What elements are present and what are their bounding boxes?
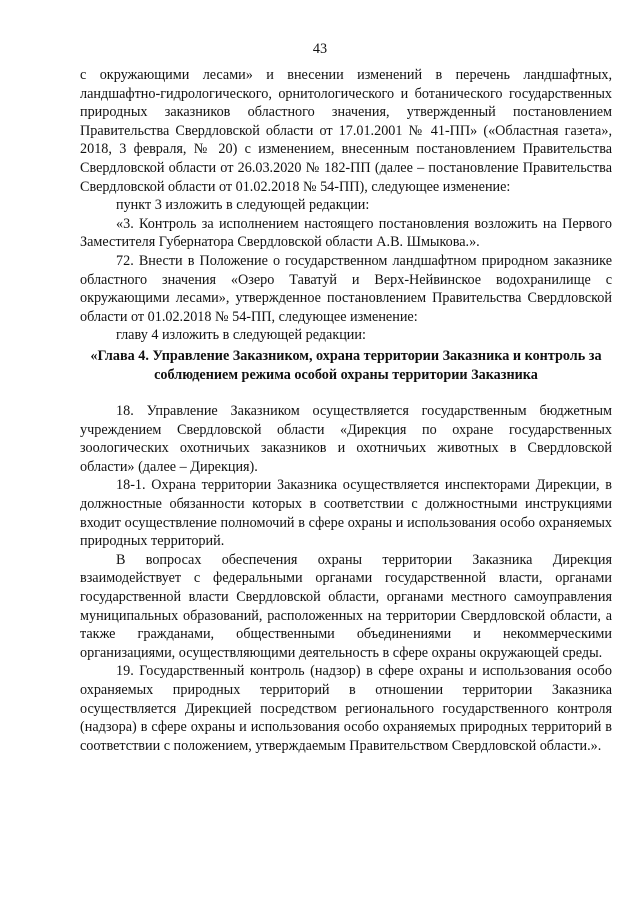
paragraph-instruction-chapter-4: главу 4 изложить в следующей редакции: xyxy=(116,327,366,344)
paragraph-quoted-point-3: «3. Контроль за исполнением настоящего постановления возложить на Первого Заместителя Губернатора Свердловской области А.В. Шмыкова.». xyxy=(80,215,612,251)
paragraph-cooperation: В вопросах обеспечения охраны территории Заказника Дирекция взаимодействует с федеральными органами государственной власти, органами государственной власти Свердловской области, органами местного самоуправления муниципальных образований, расположенных на территории Свердловской области, а также гражданами, общественными объединениями и некоммерческими организациями, осуществляющими деятельность в сфере охраны окружающей среды. xyxy=(80,551,612,661)
paragraph-item-18-1: 18-1. Охрана территории Заказника осуществляется инспекторами Дирекции, в должностные обязанности которых в соответствии с должностными инструкциями входит осуществление полномочий в сфере охраны и использования особо охраняемых природных территорий. xyxy=(80,477,612,550)
paragraph-item-19: 19. Государственный контроль (надзор) в сфере охраны и использования особо охраняемых природных территорий в отношении территории Заказника осуществляется Дирекцией посредством регионального государственного контроля (надзора) в сфере охраны и использования особо охраняемых природных территорий в соответствии с положением, утверждаемым Правительством Свердловской области.». xyxy=(80,663,612,754)
paragraph-instruction-point-3: пункт 3 изложить в следующей редакции: xyxy=(116,197,370,214)
page-number: 43 xyxy=(312,41,328,57)
paragraph-item-72: 72. Внести в Положение о государственном ландшафтном природном заказнике областного значения «Озеро Таватуй и Верх-Нейвинское водохранилище с окружающими лесами», утвержденное постановлением Правительства Свердловской области от 01.02.2018 № 54-ПП, следующее изменение: xyxy=(80,252,612,325)
section-spacer xyxy=(80,384,612,402)
paragraph-item-18: 18. Управление Заказником осуществляется государственным бюджетным учреждением Свердловской области «Дирекция по охране государственных зоологических охотничьих заказников и охотничьих животных в Свердловской области» (далее – Дирекция). xyxy=(80,403,612,475)
paragraph-continuation: с окружающими лесами» и внесении изменений в перечень ландшафтных, ландшафтно-гидрологического, орнитологического и ботанического государственных природных заказников областного значения, утвержденный постановлением Правительства Свердловской области от 17.01.2001 № 41-ПП» («Областная газета», 2018, 3 февраля, № 20) с изменением, внесенным постановлением Правительства Свердловской области от 26.03.2020 № 182-ПП (далее – постановление Правительства Свердловской области от 01.02.2018 № 54-ПП), следующее изменение: xyxy=(80,67,612,195)
document-body xyxy=(80,66,612,755)
chapter-heading: «Глава 4. Управление Заказником, охрана территории Заказника и контроль за соблюдением режима особой охраны территории Заказника xyxy=(90,347,602,383)
